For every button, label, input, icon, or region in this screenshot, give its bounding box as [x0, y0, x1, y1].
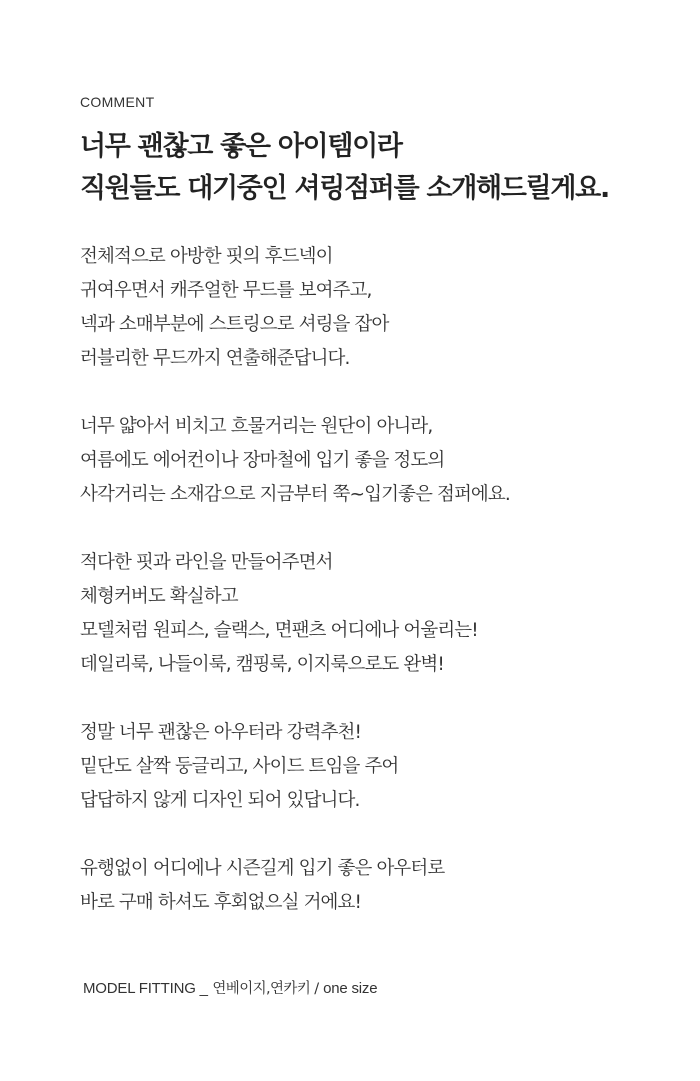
- model-fitting-label: MODEL FITTING _: [83, 980, 208, 997]
- text-line: 답답하지 않게 디자인 되어 있답니다.: [80, 790, 360, 811]
- text-line: 유행없이 어디에나 시즌길게 입기 좋은 아우터로: [80, 858, 445, 879]
- text-line: 모델처럼 원피스, 슬랙스, 면팬츠 어디에나 어울리는!: [80, 620, 478, 641]
- paragraph: [80, 852, 680, 920]
- model-fitting-colors: 연베이지,연카키 /: [212, 981, 319, 997]
- text-line: 전체적으로 아방한 핏의 후드넥이: [80, 246, 333, 267]
- text-line: 적다한 핏과 라인을 만들어주면서: [80, 552, 333, 573]
- text-line: 러블리한 무드까지 연출해준답니다.: [80, 348, 350, 369]
- model-fitting-size: one size: [323, 980, 378, 997]
- text-line: 여름에도 에어컨이나 장마철에 입기 좋을 정도의: [80, 450, 445, 471]
- text-line: 너무 얇아서 비치고 흐물거리는 원단이 아니라,: [80, 416, 433, 437]
- text-line: 넥과 소매부분에 스트링으로 셔링을 잡아: [80, 314, 389, 335]
- model-fitting-info: [83, 977, 377, 998]
- comment-body: [80, 240, 680, 954]
- section-label: COMMENT: [80, 94, 155, 110]
- text-line: 정말 너무 괜찮은 아우터라 강력추천!: [80, 722, 362, 743]
- text-line: 바로 구매 하셔도 후회없으실 거에요!: [80, 892, 362, 913]
- headline-line: 직원들도 대기중인 셔링점퍼를 소개해드릴게요.: [80, 173, 609, 204]
- paragraph: [80, 716, 680, 818]
- paragraph: [80, 546, 680, 682]
- headline-line: 너무 괜찮고 좋은 아이템이라: [80, 131, 402, 162]
- text-line: 귀여우면서 캐주얼한 무드를 보여주고,: [80, 280, 372, 301]
- text-line: 밑단도 살짝 둥글리고, 사이드 트임을 주어: [80, 756, 399, 777]
- text-line: 사각거리는 소재감으로 지금부터 쭉~입기좋은 점퍼에요.: [80, 484, 510, 505]
- text-line: 체형커버도 확실하고: [80, 586, 238, 607]
- text-line: 데일리룩, 나들이룩, 캠핑룩, 이지룩으로도 완벽!: [80, 654, 444, 675]
- paragraph: [80, 410, 680, 512]
- paragraph: [80, 240, 680, 376]
- headline: [80, 126, 680, 210]
